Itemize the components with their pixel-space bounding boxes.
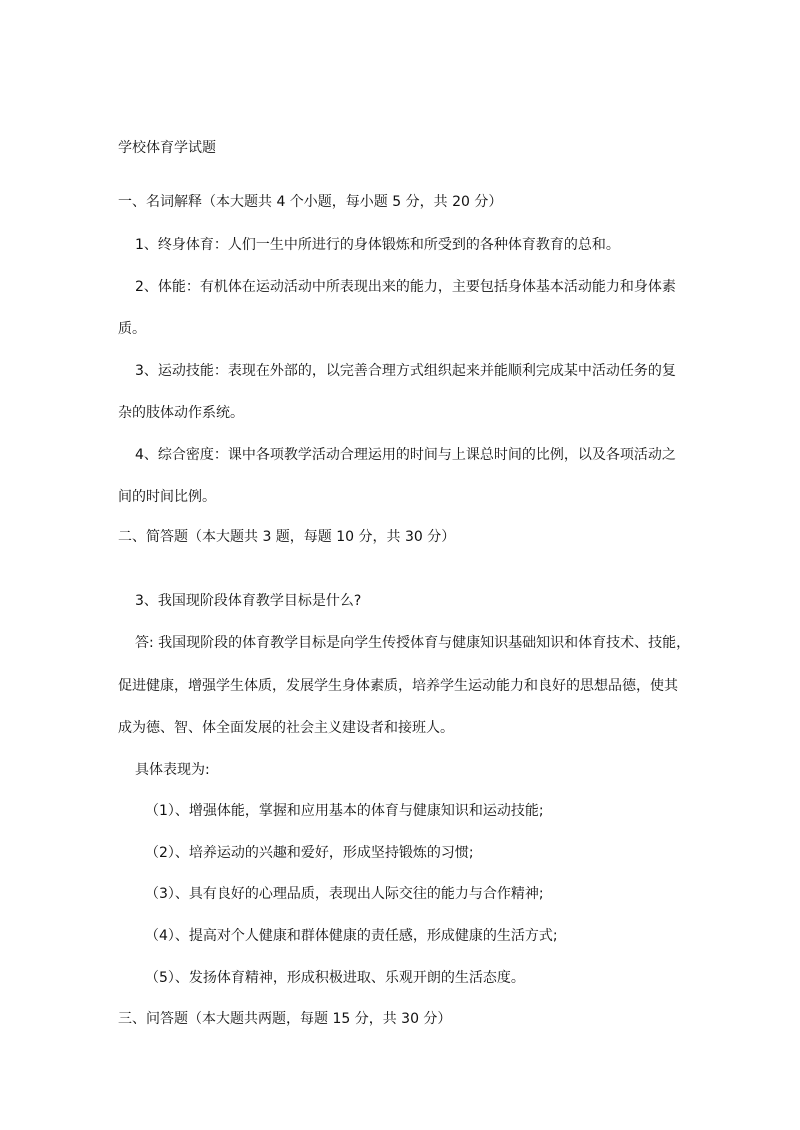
section1-heading: 一、名词解释（本大题共 4 个小题，每小题 5 分，共 20 分） [118, 194, 503, 210]
section2-heading: 二、简答题（本大题共 3 题，每题 10 分，共 30 分） [118, 529, 456, 545]
section1-item-4-cont: 间的时间比例。 [118, 489, 216, 505]
section1-item-3: 3、运动技能：表现在外部的，以完善合理方式组织起来并能顺利完成某中活动任务的复 [135, 363, 676, 379]
section3-heading: 三、问答题（本大题共两题，每题 15 分，共 30 分） [118, 1011, 452, 1027]
section2-answer-line-1: 答: 我国现阶段的体育教学目标是向学生传授体育与健康知识基础知识和体育技术、技能， [135, 635, 691, 651]
section2-point-2: （2）、培养运动的兴趣和爱好，形成坚持锻炼的习惯; [145, 845, 474, 861]
section2-answer-line-3: 成为德、智、体全面发展的社会主义建设者和接班人。 [118, 720, 454, 736]
document-title: 学校体育学试题 [118, 140, 216, 156]
section1-item-4: 4、综合密度：课中各项教学活动合理运用的时间与上课总时间的比例，以及各项活动之 [135, 447, 676, 463]
section1-item-2: 2、体能：有机体在运动活动中所表现出来的能力，主要包括身体基本活动能力和身体素 [135, 279, 676, 295]
section2-point-4: （4）、提高对个人健康和群体健康的责任感，形成健康的生活方式; [145, 928, 558, 944]
section2-point-1: （1）、增强体能，掌握和应用基本的体育与健康知识和运动技能; [145, 803, 544, 819]
section1-item-3-cont: 杂的肢体动作系统。 [118, 405, 244, 421]
section1-item-1: 1、终身体育：人们一生中所进行的身体锻炼和所受到的各种体育教育的总和。 [135, 237, 620, 253]
section1-item-2-cont: 质。 [118, 321, 146, 337]
section2-answer-line-2: 促进健康，增强学生体质，发展学生身体素质，培养学生运动能力和良好的思想品德，使其 [118, 678, 678, 694]
section2-point-5: （5）、发扬体育精神，形成积极进取、乐观开朗的生活态度。 [145, 970, 525, 986]
section2-point-3: （3）、具有良好的心理品质，表现出人际交往的能力与合作精神; [145, 886, 544, 902]
section2-question: 3、我国现阶段体育教学目标是什么? [135, 593, 362, 609]
section2-detail-label: 具体表现为: [135, 762, 210, 778]
